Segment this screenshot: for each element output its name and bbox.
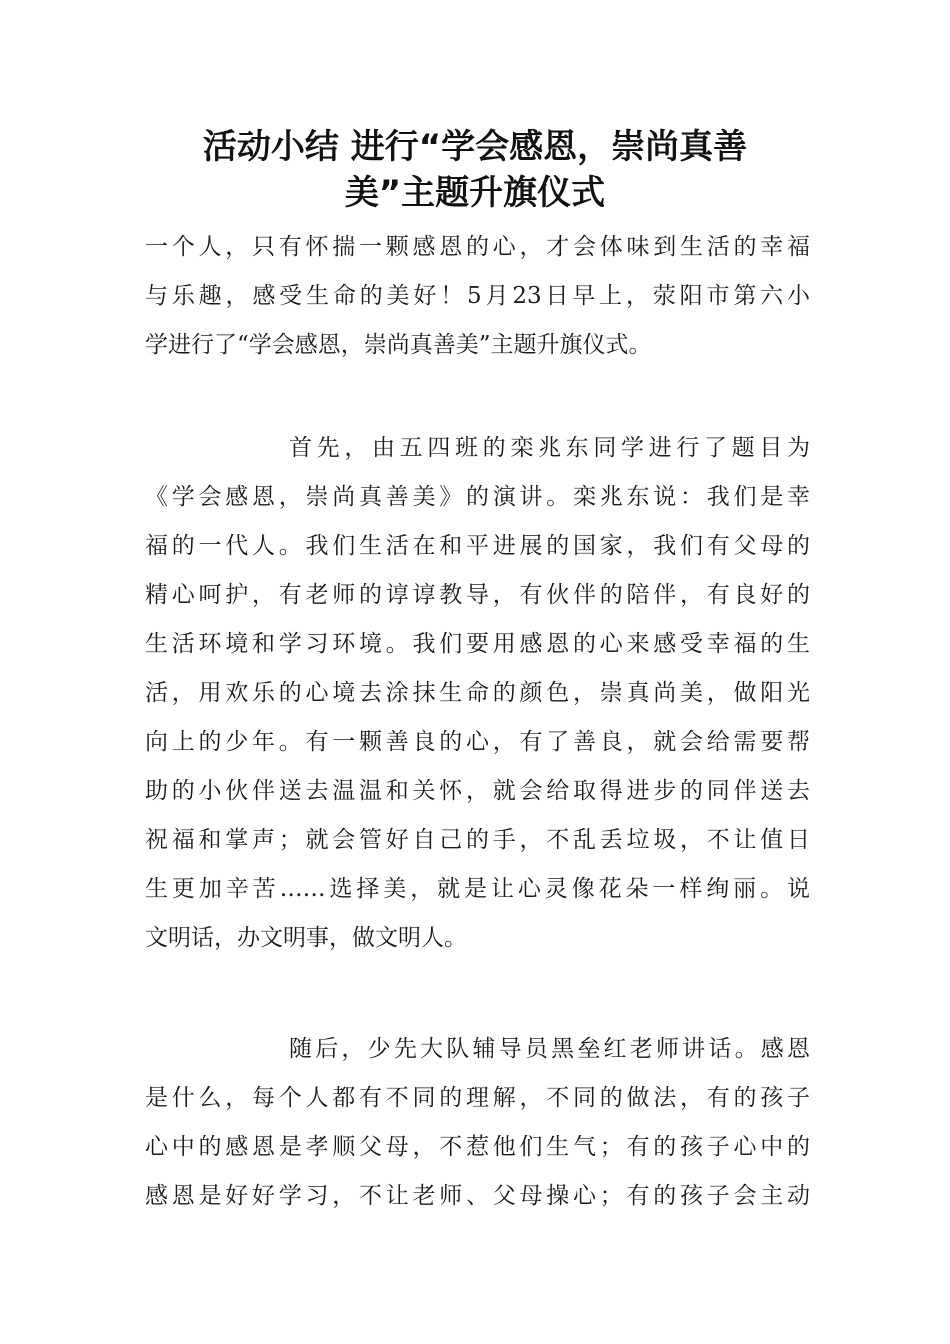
- text-line: 随后，少先大队辅导员黑垒红老师讲话。感恩: [289, 1036, 810, 1062]
- title-line: 美”主题升旗仪式: [344, 173, 606, 213]
- text-line: 心中的感恩是孝顺父母，不惹他们生气；有的孩子心中的: [145, 1134, 810, 1160]
- text-line: 是什么，每个人都有不同的理解，不同的做法，有的孩子: [145, 1085, 810, 1111]
- text-line: 助的小伙伴送去温温和关怀，就会给取得进步的同伴送去: [145, 778, 810, 804]
- text-line: 祝福和掌声；就会管好自己的手，不乱丢垃圾，不让值日: [145, 827, 810, 853]
- paragraph-intro: [145, 223, 810, 370]
- text-line: 生更加辛苦……选择美，就是让心灵像花朵一样绚丽。说: [145, 876, 810, 902]
- paragraph-teacher-speech: [145, 1025, 810, 1221]
- text-line: 与乐趣，感受生命的美好！5月23日早上，荥阳市第六小: [145, 283, 810, 309]
- text-line: 一个人，只有怀揣一颗感恩的心，才会体味到生活的幸福: [145, 234, 810, 260]
- paragraph-speech: [145, 424, 810, 963]
- text-line: 感恩是好好学习，不让老师、父母操心；有的孩子会主动: [145, 1183, 810, 1209]
- text-line: 向上的少年。有一颗善良的心，有了善良，就会给需要帮: [145, 729, 810, 755]
- text-line: 学进行了“学会感恩，崇尚真善美”主题升旗仪式。: [145, 332, 652, 358]
- document-title: [120, 124, 830, 216]
- text-line: 首先，由五四班的栾兆东同学进行了题目为: [289, 435, 810, 461]
- text-line: 福的一代人。我们生活在和平进展的国家，我们有父母的: [145, 533, 810, 559]
- title-line: 活动小结 进行“学会感恩，崇尚真善: [202, 127, 748, 167]
- text-line: 精心呵护，有老师的谆谆教导，有伙伴的陪伴，有良好的: [145, 582, 810, 608]
- text-line: 生活环境和学习环境。我们要用感恩的心来感受幸福的生: [145, 631, 810, 657]
- text-line: 《学会感恩，崇尚真善美》的演讲。栾兆东说：我们是幸: [145, 484, 810, 510]
- text-line: 活，用欢乐的心境去涂抹生命的颜色，崇真尚美，做阳光: [145, 680, 810, 706]
- text-line: 文明话，办文明事，做文明人。: [145, 925, 467, 951]
